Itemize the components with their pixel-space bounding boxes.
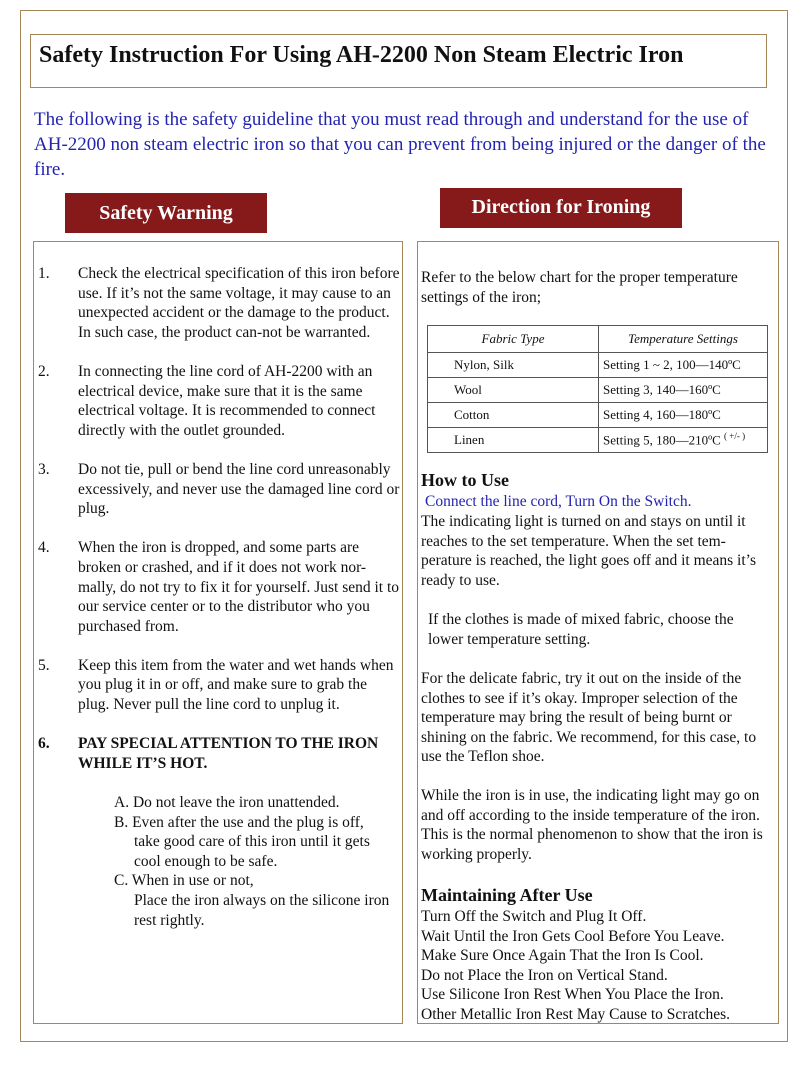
list-item: Turn Off the Switch and Plug It Off.	[421, 908, 647, 925]
safety-warning-banner: Safety Warning	[65, 193, 267, 233]
list-item: Other Metallic Iron Rest May Cause to Scratches.	[421, 1005, 731, 1023]
list-item: Make Sure Once Again That the Iron Is Cool.	[421, 947, 704, 965]
maintaining-list	[421, 907, 773, 1025]
warning-item: 4. When the iron is dropped, and some parts are broken or crashed, and if it does not work nor-mally, do not try to fix it for yourself. Just send it to our service center or to the distributor who you purchased from.	[38, 539, 400, 635]
how-to-use-p3: For the delicate fabric, try it out on the inside of the clothes to see if it’s okay. Improper selection of the temperature may bring the result of being burnt or shining on the fabric. We recommend, for this case, to use the Teflon shoe.	[421, 670, 757, 766]
hot-subitems: A. Do not leave the iron unattended. B. Even after the use and the plug is off, take good care of this iron until it gets cool enough to be safe. C. When in use or not, Place the iron always on the silicone iron rest rightly.	[114, 794, 390, 929]
maintaining-heading: Maintaining After Use	[421, 885, 593, 905]
warning-item: 1. Check the electrical specification of this iron before use. If it’s not the same voltage, it may cause to an unexpected accident or the damage to the product. In such case, the product can-not be warranted.	[38, 265, 400, 341]
how-to-use-heading: How to Use	[421, 470, 509, 490]
table-row: Cotton Setting 4, 160—180ºC	[428, 403, 768, 428]
table-row: Nylon, Silk Setting 1 ~ 2, 100—140ºC	[428, 353, 768, 378]
table-header-fabric: Fabric Type	[428, 326, 599, 353]
how-to-use-p1: The indicating light is turned on and stays on until it reaches to the set temperature. When the set tem-perature is reached, the light goes off and it means it’s ready to use.	[421, 513, 757, 589]
how-to-use-p4: While the iron is in use, the indicating light may go on and off according to the inside temperature of the iron. This is the normal phenomenon to show that the iron is working properly.	[421, 787, 763, 863]
warning-list	[36, 264, 401, 950]
list-item: Do not Place the Iron on Vertical Stand.	[421, 966, 668, 984]
table-row: Wool Setting 3, 140—160ºC	[428, 378, 768, 403]
warning-item: 5. Keep this item from the water and wet hands when you plug it in or off, and make sure to grab the plug. Never pull the line cord to unplug it.	[38, 656, 394, 714]
temperature-table	[427, 325, 768, 453]
direction-banner: Direction for Ironing	[440, 188, 682, 228]
warning-item: 3. Do not tie, pull or bend the line cord unreasonably excessively, and never use the damaged line cord or plug.	[38, 460, 400, 518]
how-to-use-step: Connect the line cord, Turn On the Switch.	[425, 493, 692, 510]
intro-paragraph: The following is the safety guideline that you must read through and understand for the use of AH-2200 non steam electric iron so that you can prevent from being injured or the danger of the fire.	[34, 109, 766, 180]
table-row: Linen Setting 5, 180—210ºC ( +/- )	[428, 428, 768, 453]
list-item: Wait Until the Iron Gets Cool Before You Leave.	[421, 927, 725, 945]
warning-item-hot: 6. PAY SPECIAL ATTENTION TO THE IRON WHILE IT’S HOT. A. Do not leave the iron unattended. B. Even after the use and the plug is off, take good care of this iron until it gets cool enough to be safe. C. When in use or not, Place the iron always on the silicone iron rest rightly.	[36, 734, 401, 930]
list-item: Use Silicone Iron Rest When You Place the Iron.	[421, 986, 724, 1004]
page-title: Safety Instruction For Using AH-2200 Non Steam Electric Iron	[39, 42, 684, 68]
tolerance-note: ( +/- )	[724, 431, 746, 442]
warning-item: 2. In connecting the line cord of AH-2200 with an electrical device, make sure that it is the same electrical voltage. It is recommended to connect directly with the outlet grounded.	[38, 362, 376, 439]
chart-intro: Refer to the below chart for the proper temperature settings of the iron;	[421, 269, 738, 306]
table-header-temperature: Temperature Settings	[599, 326, 768, 353]
how-to-use-p2: If the clothes is made of mixed fabric, choose the lower temperature setting.	[428, 611, 734, 648]
